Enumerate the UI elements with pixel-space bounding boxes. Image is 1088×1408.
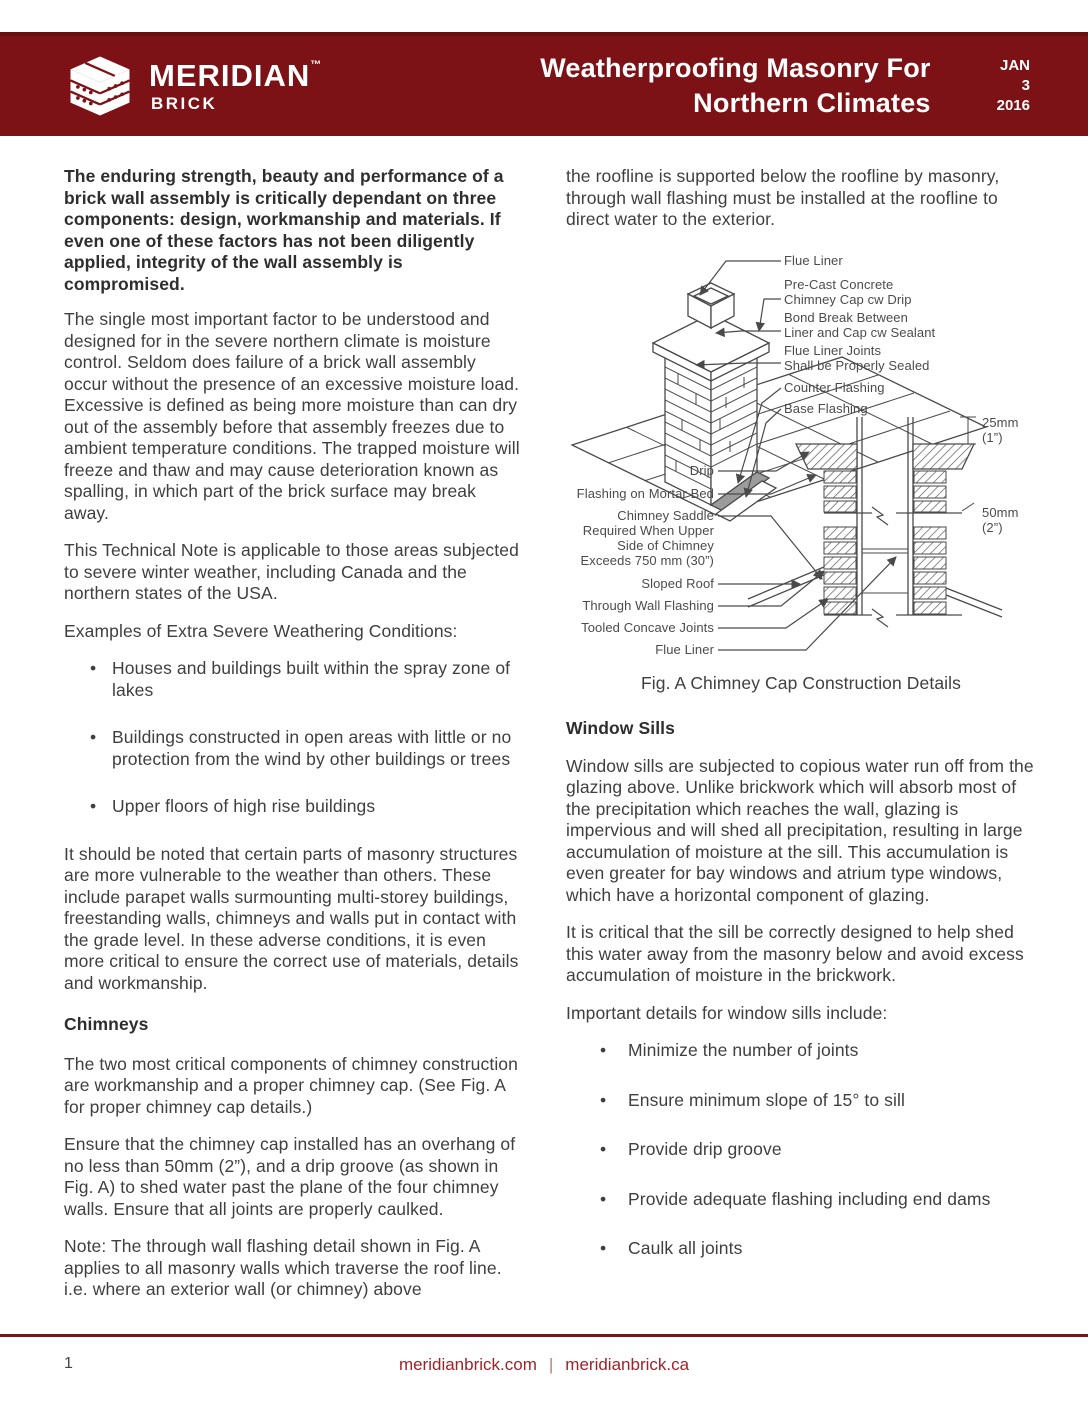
figure-label: Exceeds 750 mm (30”) xyxy=(580,552,714,568)
figure-a xyxy=(566,247,1036,695)
chimney-construction-diagram xyxy=(566,247,1041,667)
date-year: 2016 xyxy=(996,97,1030,114)
link-meridianbrick-ca[interactable]: meridianbrick.ca xyxy=(565,1355,690,1374)
figure-label: Required When Upper xyxy=(582,522,714,538)
paragraph-note: Note: The through wall flashing detail shown in Fig. A applies to all masonry walls which traverse the roof line. i.e. where an exterior wall (or chimney) above xyxy=(64,1236,502,1299)
bullet-icon: • xyxy=(600,1139,607,1159)
issue-date xyxy=(997,56,1030,116)
paragraph-moisture: The single most important factor to be understood and designed for in the severe northern climate is moisture control. Seldom does failure of a brick wall assembly occur without the presence of an excessive moisture load. Excessive is defined as being more moisture than can dry out of the assembly before that assembly freezes due to ambient temperature conditions. The trapped moisture will freeze and thaw and may cause deterioration known as spalling, in which part of the brick surface may break away. xyxy=(64,309,520,523)
bullet-icon: • xyxy=(90,658,97,678)
header-band xyxy=(0,32,1088,136)
details-label: Important details for window sills include: xyxy=(566,1002,888,1023)
brand-logo xyxy=(64,51,321,121)
list-item xyxy=(566,1238,1036,1260)
bullet-icon: • xyxy=(600,1238,607,1258)
paragraph-chimney-components: The two most critical components of chimney construction are workmanship and a proper chimney cap. (See Fig. A for proper chimney cap details.) xyxy=(64,1053,518,1117)
paragraph-vulnerable-parts: It should be noted that certain parts of masonry structures are more vulnerable to the weather than others. These include parapet walls surmounting multi-storey buildings, freestanding walls, chimneys and walls put in contact with the grade level. In these adverse conditions, it is even more critical to ensure the correct use of materials, details and workmanship. xyxy=(64,843,519,993)
list-item-text: Buildings constructed in open areas with little or no protection from the wind by other buildings or trees xyxy=(112,727,512,769)
dimension-label: (1”) xyxy=(982,429,1003,445)
examples-label: Examples of Extra Severe Weathering Conditions: xyxy=(64,620,458,641)
list-item xyxy=(64,727,522,770)
heading-window-sills: Window Sills xyxy=(566,718,675,738)
list-item xyxy=(566,1090,1036,1112)
figure-label: Side of Chimney xyxy=(617,537,714,553)
brand-wordmark xyxy=(149,60,321,112)
figure-label: Pre-Cast Concrete xyxy=(784,276,894,292)
figure-label: Counter Flashing xyxy=(784,379,885,395)
dimension-label: (2”) xyxy=(982,519,1003,535)
figure-label: Chimney Cap cw Drip xyxy=(784,291,912,307)
list-item xyxy=(64,658,522,701)
list-item-text: Minimize the number of joints xyxy=(628,1040,859,1060)
link-meridianbrick-com[interactable]: meridianbrick.com xyxy=(398,1355,537,1374)
brick-logo-icon xyxy=(64,51,136,121)
figure-label: Tooled Concave Joints xyxy=(581,619,714,635)
paragraph-sills-critical: It is critical that the sill be correctly designed to help shed this water away from the masonry below and avoid excess accumulation of moisture in the brickwork. xyxy=(566,922,1024,985)
date-day: 3 xyxy=(1021,77,1030,94)
weathering-conditions-list xyxy=(64,658,522,818)
figure-label: Flue Liner xyxy=(655,641,714,657)
bullet-icon: • xyxy=(90,796,97,816)
heading-chimneys: Chimneys xyxy=(64,1014,149,1034)
date-month: JAN xyxy=(999,57,1030,74)
figure-caption: Fig. A Chimney Cap Construction Details xyxy=(640,672,961,693)
dimension-label: 25mm xyxy=(982,414,1019,430)
bullet-icon: • xyxy=(600,1188,607,1209)
list-item xyxy=(566,1040,1036,1062)
figure-label: Bond Break Between xyxy=(784,309,908,325)
paragraph-technical-note: This Technical Note is applicable to those areas subjected to severe winter weather, including Canada and the northern states of the USA. xyxy=(64,540,519,603)
list-item xyxy=(566,1189,1036,1211)
footer-links xyxy=(0,1355,1088,1375)
brand-name xyxy=(149,60,321,91)
figure-label: Flue Liner xyxy=(784,252,843,268)
list-item-text: Ensure minimum slope of 15° to sill xyxy=(628,1089,905,1110)
figure-label: Through Wall Flashing xyxy=(582,597,714,613)
paragraph-roofline: the roofline is supported below the roofline by masonry, through wall flashing must be installed at the roofline to direct water to the exterior. xyxy=(566,166,1000,229)
bullet-icon: • xyxy=(90,727,97,747)
figure-label: Sloped Roof xyxy=(641,575,714,591)
title-line-1: Weatherproofing Masonry For xyxy=(540,53,931,83)
figure-label: Drip xyxy=(689,462,714,478)
list-item-text: Upper floors of high rise buildings xyxy=(112,796,376,816)
figure-label: Base Flashing xyxy=(784,400,868,416)
figure-label: Flashing on Mortar Bed xyxy=(576,485,714,501)
brand-name-text: MERIDIAN xyxy=(149,58,311,93)
list-item xyxy=(64,796,522,818)
page-title xyxy=(540,51,930,121)
list-item-text: Caulk all joints xyxy=(628,1238,743,1258)
link-separator: | xyxy=(548,1355,554,1374)
figure-label: Chimney Saddle xyxy=(617,507,714,523)
top-margin xyxy=(0,0,1088,32)
intro-paragraph: The enduring strength, beauty and performance of a brick wall assembly is critically dependant on three components: design, workmanship and materials. If even one of these factors has not been diligently applied, integrity of the wall assembly is compromised. xyxy=(64,166,504,294)
dimension-label: 50mm xyxy=(982,504,1019,520)
paragraph-sills-runoff: Window sills are subjected to copious water run off from the glazing above. Unlike brickwork which will absorb most of the precipitation which reaches the wall, glazing is impervious and will shed all precipitation, resulting in large accumulation of moisture at the sill. This accumulation is even greater for bay windows and atrium type windows, which have a horizontal component of glazing. xyxy=(566,755,1034,905)
body-columns xyxy=(0,136,1088,1317)
trademark-symbol: ™ xyxy=(310,59,322,71)
list-item-text: Provide adequate flashing including end dams xyxy=(628,1188,991,1209)
list-item-text: Provide drip groove xyxy=(628,1139,782,1159)
figure-label: Flue Liner Joints xyxy=(784,342,882,358)
paragraph-chimney-cap: Ensure that the chimney cap installed has an overhang of no less than 50mm (2”), and a drip groove (as shown in Fig. A) to shed water past the plane of the four chimney walls. Ensure that all joints are properly caulked. xyxy=(64,1134,516,1219)
brand-sub: BRICK xyxy=(151,94,218,113)
title-line-2: Northern Climates xyxy=(693,88,931,118)
list-item xyxy=(566,1139,1036,1161)
left-column xyxy=(64,166,522,1317)
right-column xyxy=(566,166,1036,1317)
list-item-text: Houses and buildings built within the spray zone of lakes xyxy=(112,658,511,700)
figure-label: Shall be Properly Sealed xyxy=(784,357,930,373)
page-number: 1 xyxy=(64,1355,73,1372)
bullet-icon: • xyxy=(600,1040,607,1060)
footer-row xyxy=(0,1337,1088,1408)
page-footer xyxy=(0,1334,1088,1408)
figure-label: Liner and Cap cw Sealant xyxy=(784,324,936,340)
window-sill-details-list xyxy=(566,1040,1036,1260)
bullet-icon: • xyxy=(600,1089,607,1110)
